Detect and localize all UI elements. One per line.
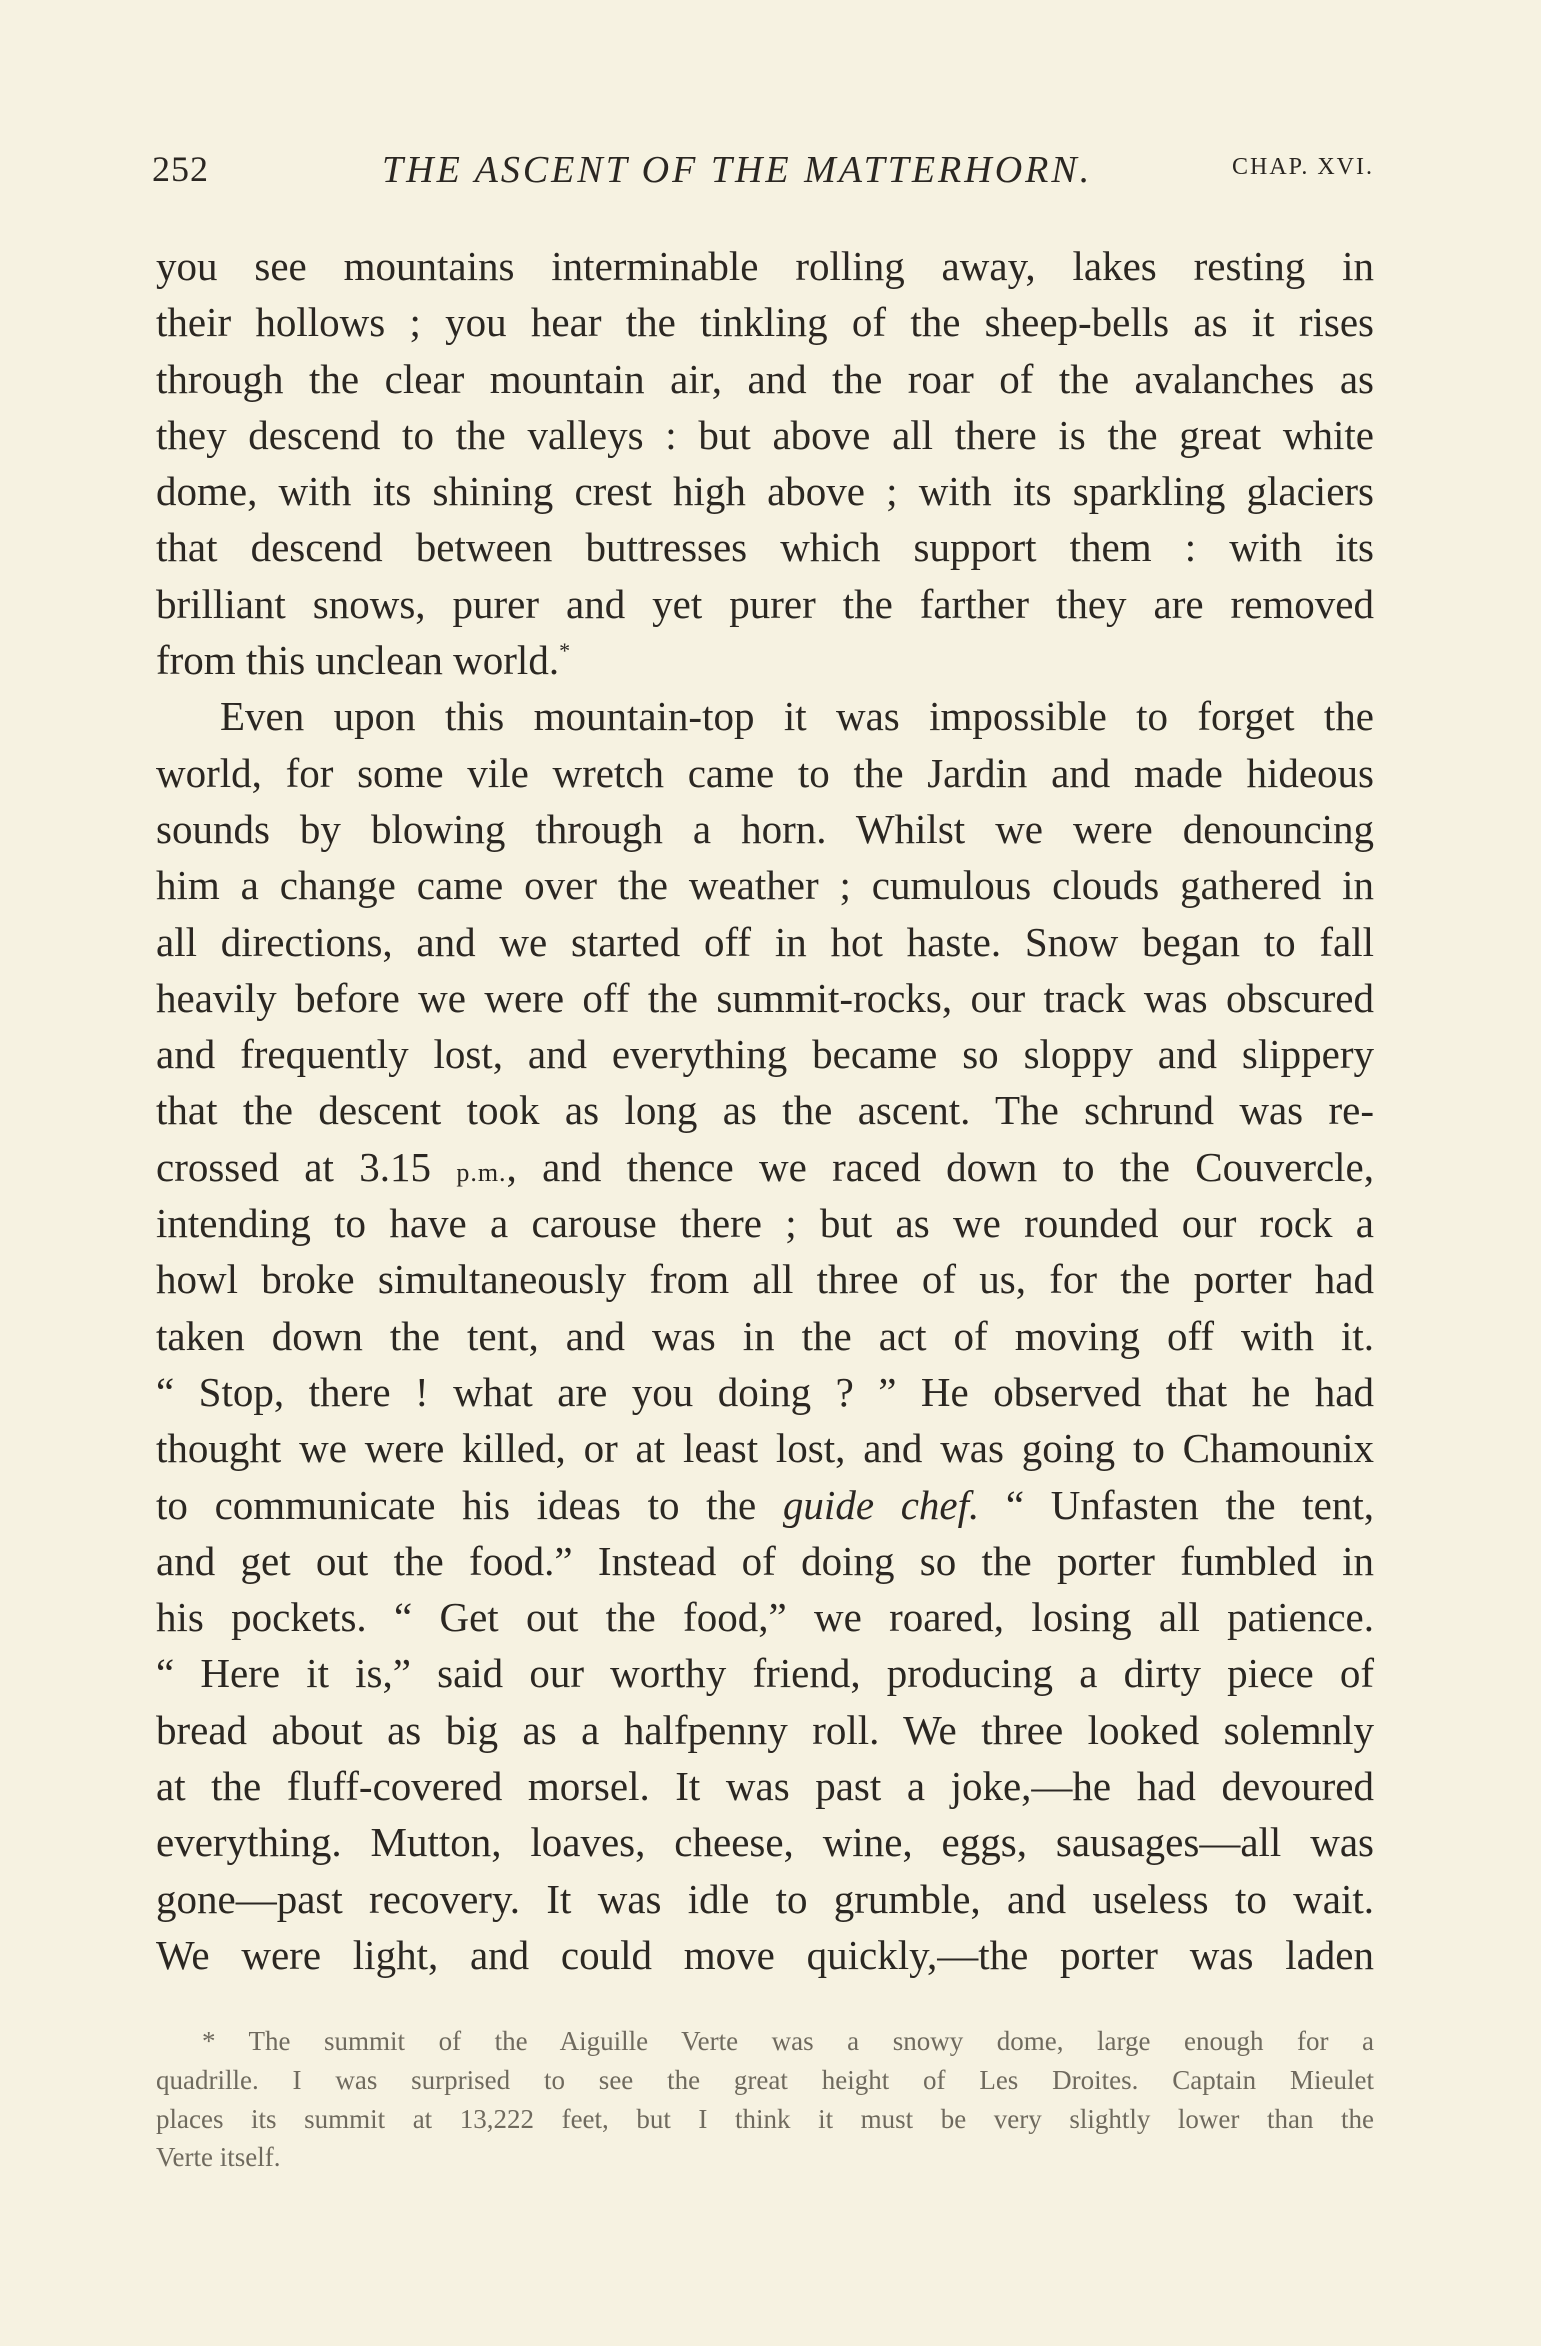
text-line: brilliant snows, purer and yet purer the farther they are removed [156,580,1374,627]
text-line: howl broke simultaneously from all three of us, for the porter had [156,1256,1374,1303]
chapter-label: CHAP. XVI. [1231,154,1374,180]
text-line: all directions, and we started off in hot haste. Snow began to fall [156,918,1374,965]
text-line: their hollows ; you hear the tinkling of the sheep-bells as it rises [156,299,1374,346]
text-line: him a change came over the weather ; cumulous clouds gathered in [156,862,1374,909]
text-line [156,1139,1374,1195]
italic-phrase: guide chef. [782,1481,980,1528]
page-number: 252 [152,149,209,189]
text-line: you see mountains interminable rolling away, lakes resting in [156,243,1374,289]
running-head [152,148,1374,198]
text-line: through the clear mountain air, and the roar of the avalanches as [156,355,1374,402]
footnote-line: quadrille. I was surprised to see the great height of Les Droites. Captain Mieulet [156,2064,1374,2095]
text-line: sounds by blowing through a horn. Whilst we were denouncing [156,805,1374,852]
text-line-start: to communicate his ideas to the [156,1481,757,1528]
footnote-line: places its summit at 13,222 feet, but I think it must be very slightly lower than the [156,2103,1374,2134]
footnote-line: Verte itself. [156,2142,281,2173]
footnote-reference: * [559,638,571,664]
text-line: bread about as big as a halfpenny roll. We three looked solemnly [156,1706,1374,1753]
running-title: THE ASCENT OF THE MATTERHORN. [382,149,1093,191]
text-line: they descend to the valleys : but above all there is the great white [156,411,1374,458]
time-abbreviation: p.m. [456,1157,507,1187]
paragraph-start-line: Even upon this mountain-top it was impossible to forget the [220,693,1374,740]
text-line-content: from this unclean world. [156,637,560,684]
text-line: gone—past recovery. It was idle to grumble, and useless to wait. [156,1875,1374,1922]
text-line [156,632,1374,688]
text-line: that the descent took as long as the ascent. The schrund was re- [156,1087,1374,1134]
text-line [156,1477,1374,1533]
text-line: We were light, and could move quickly,—the porter was laden [156,1931,1374,1978]
text-line: everything. Mutton, loaves, cheese, wine, eggs, sausages—all was [156,1819,1374,1866]
text-line: taken down the tent, and was in the act of moving off with it. [156,1312,1374,1359]
text-line: that descend between buttresses which support them : with its [156,524,1374,571]
text-line: “ Stop, there ! what are you doing ? ” He observed that he had [156,1368,1374,1415]
text-line: and frequently lost, and everything became so sloppy and slippery [156,1031,1374,1078]
text-line-end: , and thence we raced down to the Couvercle, [506,1143,1375,1190]
text-line: world, for some vile wretch came to the Jardin and made hideous [156,749,1374,796]
text-line: at the fluff-covered morsel. It was past a joke,—he had devoured [156,1763,1374,1810]
text-line-start: crossed at 3.15 [156,1143,431,1190]
text-line: and get out the food.” Instead of doing so the porter fumbled in [156,1537,1374,1584]
text-line: thought we were killed, or at least lost, and was going to Chamounix [156,1425,1374,1472]
text-line-end: “ Unfasten the tent, [1005,1481,1374,1528]
body-text [156,238,1374,1983]
text-line: intending to have a carouse there ; but as we rounded our rock a [156,1200,1374,1247]
text-line: heavily before we were off the summit-rocks, our track was obscured [156,974,1374,1021]
text-line: dome, with its shining crest high above ; with its sparkling glaciers [156,468,1374,515]
footnote-line: * The summit of the Aiguille Verte was a snowy dome, large enough for a [202,2026,1374,2056]
text-line: his pockets. “ Get out the food,” we roared, losing all patience. [156,1594,1374,1641]
footnote [156,2022,1374,2177]
text-line: “ Here it is,” said our worthy friend, producing a dirty piece of [156,1650,1374,1697]
